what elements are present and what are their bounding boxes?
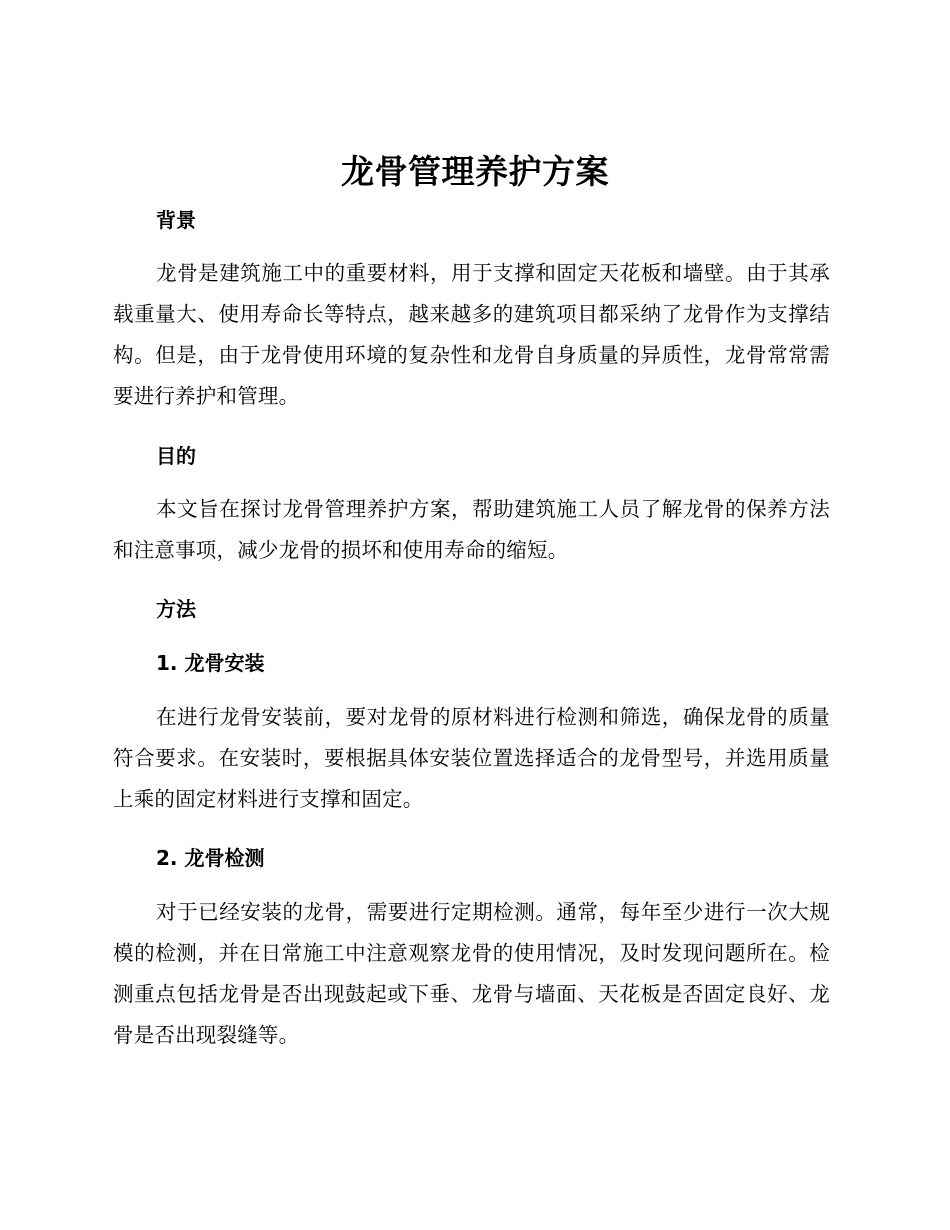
document-title: 龙骨管理养护方案	[341, 152, 609, 191]
section-heading-purpose: 目的	[156, 444, 196, 468]
paragraph-purpose: 本文旨在探讨龙骨管理养护方案，帮助建筑施工人员了解龙骨的保养方法和注意事项，减少龙骨的损坏和使用寿命的缩短。	[113, 497, 830, 562]
paragraph-inspection: 对于已经安装的龙骨，需要进行定期检测。通常，每年至少进行一次大规模的检测，并在日常施工中注意观察龙骨的使用情况，及时发现问题所在。检测重点包括龙骨是否出现鼓起或下垂、龙骨与墙面、天花板是否固定良好、龙骨是否出现裂缝等。	[113, 900, 830, 1047]
paragraph-background: 龙骨是建筑施工中的重要材料，用于支撑和固定天花板和墙壁。由于其承载重量大、使用寿命长等特点，越来越多的建筑项目都采纳了龙骨作为支撑结构。但是，由于龙骨使用环境的复杂性和龙骨自身质量的异质性，龙骨常常需要进行养护和管理。	[113, 261, 830, 408]
subsection-heading-installation: 1. 龙骨安装	[156, 651, 265, 675]
section-heading-background: 背景	[156, 208, 196, 232]
subsection-heading-inspection: 2. 龙骨检测	[156, 846, 265, 870]
section-heading-method: 方法	[156, 597, 196, 621]
paragraph-installation: 在进行龙骨安装前，要对龙骨的原材料进行检测和筛选，确保龙骨的质量符合要求。在安装时，要根据具体安装位置选择适合的龙骨型号，并选用质量上乘的固定材料进行支撑和固定。	[113, 705, 830, 811]
